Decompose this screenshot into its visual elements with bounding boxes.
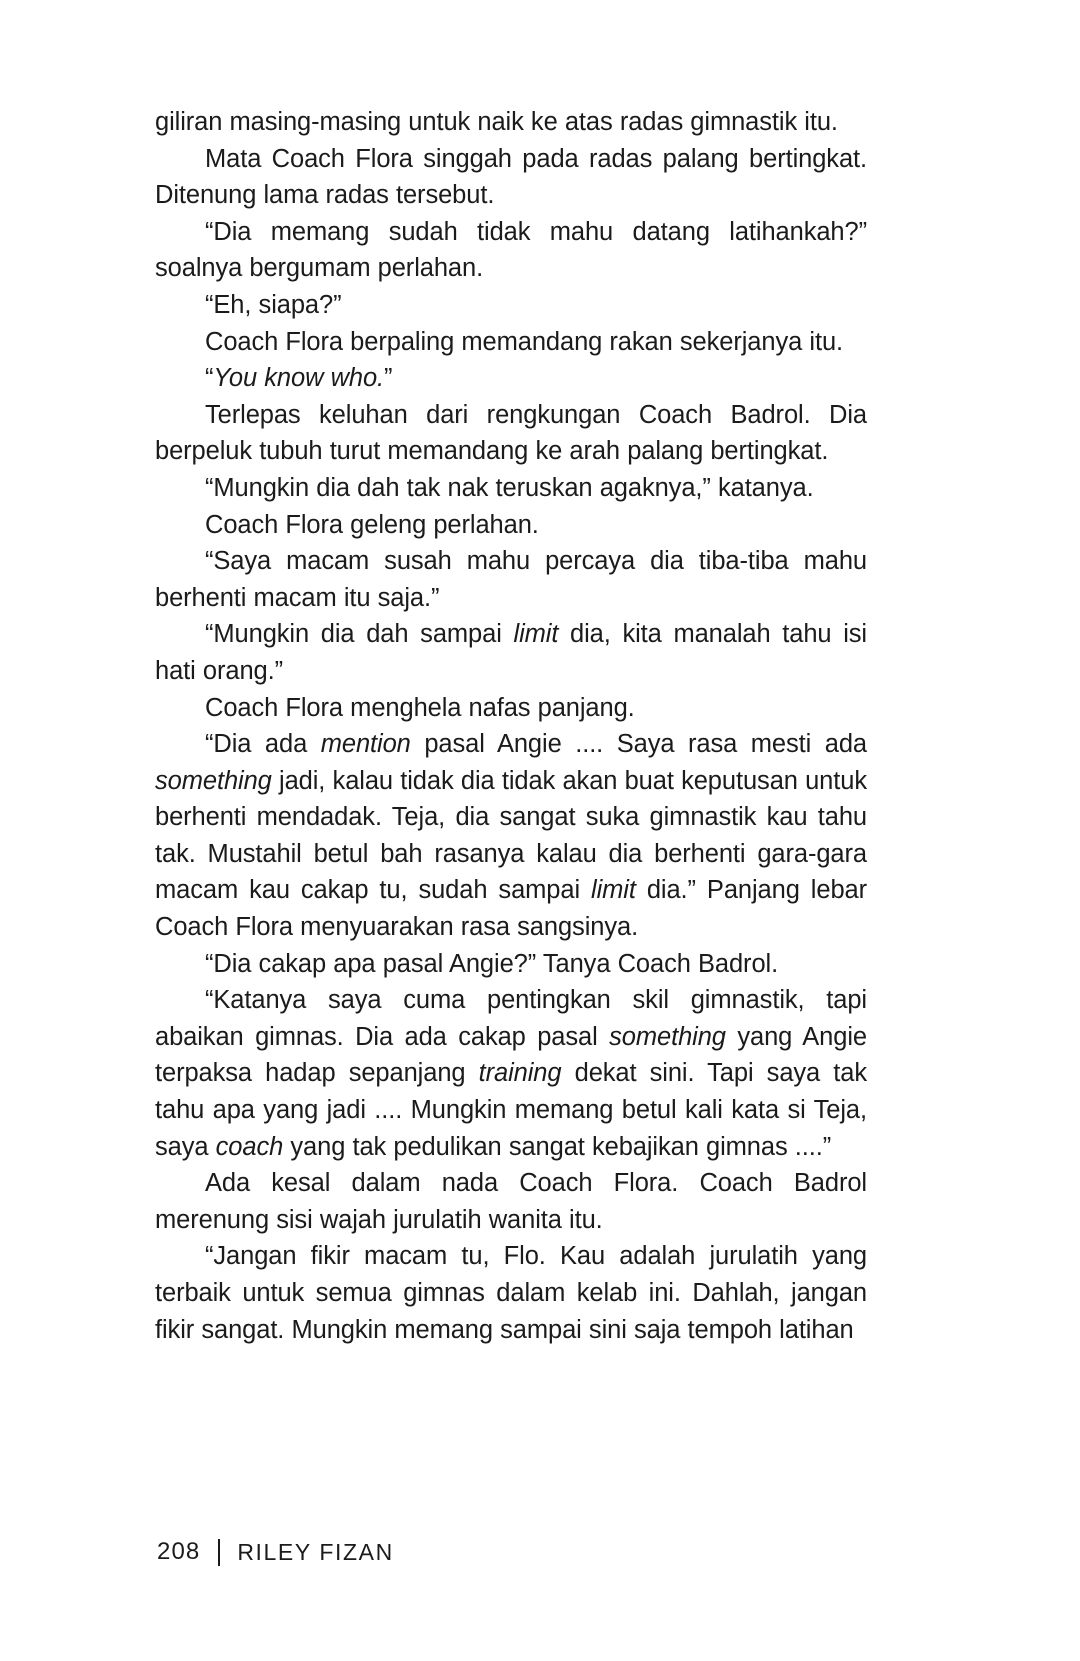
paragraph — [155, 324, 867, 361]
text-run: Mata Coach Flora singgah pada radas palang bertingkat. Ditenung lama radas tersebut. — [155, 144, 867, 210]
text-run: “Dia memang sudah tidak mahu datang latihankah?” soalnya bergumam perlahan. — [155, 217, 867, 283]
paragraph — [155, 543, 867, 616]
italic-text-run: something — [155, 766, 272, 795]
text-run: “Katanya saya cuma pentingkan skil gimnastik, tapi abaikan gimnas. Dia ada cakap pasal — [155, 986, 867, 1051]
paragraph — [155, 726, 867, 946]
text-run: dia.” Panjang lebar Coach Flora menyuarakan rasa sangsinya. — [155, 876, 867, 942]
italic-text-run: coach — [215, 1132, 284, 1161]
italic-text-run: mention — [320, 730, 411, 759]
text-run: yang Angie terpaksa hadap sepanjang — [155, 1022, 867, 1088]
paragraph — [155, 690, 867, 727]
text-run: “Mungkin dia dah tak nak teruskan agaknya,” katanya. — [205, 473, 814, 502]
body-text-column — [155, 104, 867, 1348]
text-run: yang tak pedulikan sangat kebajikan gimnas ....” — [283, 1132, 832, 1161]
paragraph — [155, 1165, 867, 1238]
italic-text-run: You know who. — [213, 364, 385, 393]
paragraph — [155, 287, 867, 324]
text-run: “Mungkin dia dah sampai — [205, 620, 514, 649]
text-run: Coach Flora geleng perlahan. — [205, 510, 539, 539]
paragraph — [155, 946, 867, 983]
text-run: “Saya macam susah mahu percaya dia tiba-tiba mahu berhenti macam itu saja.” — [155, 547, 867, 612]
text-run: ” — [384, 364, 393, 393]
paragraph — [155, 470, 867, 507]
text-run: “Dia cakap apa pasal Angie?” Tanya Coach Badrol. — [205, 949, 779, 978]
paragraph — [155, 1238, 867, 1348]
text-run: pasal Angie .... Saya rasa mesti ada — [410, 730, 867, 759]
paragraph — [155, 616, 867, 689]
text-run: “ — [205, 364, 214, 393]
paragraph — [155, 507, 867, 544]
text-run: dekat sini. Tapi saya tak tahu apa yang jadi .... Mungkin memang betul kali kata si Teja, saya — [155, 1059, 867, 1161]
text-run: Coach Flora berpaling memandang rakan sekerjanya itu. — [205, 327, 844, 356]
italic-text-run: limit — [513, 620, 559, 649]
text-run: “Jangan fikir macam tu, Flo. Kau adalah jurulatih yang terbaik untuk semua gimnas dalam kelab ini. Dahlah, jangan fikir sangat. Mungkin memang sampai sini saja tempoh latihan — [155, 1242, 867, 1344]
paragraph — [155, 982, 867, 1165]
text-run: giliran masing-masing untuk naik ke atas radas gimnastik itu. — [155, 108, 838, 136]
page-footer — [157, 1538, 394, 1566]
text-run: Coach Flora menghela nafas panjang. — [205, 693, 635, 722]
text-run: Terlepas keluhan dari rengkungan Coach Badrol. Dia berpeluk tubuh turut memandang ke arah palang bertingkat. — [155, 400, 867, 466]
author-name: RILEY FIZAN — [237, 1538, 394, 1565]
paragraph — [155, 104, 867, 141]
text-run: dia, kita manalah tahu isi hati orang.” — [155, 620, 867, 685]
footer-divider-icon — [218, 1539, 220, 1566]
page-number: 208 — [157, 1538, 201, 1565]
text-run: “Dia ada — [205, 730, 321, 759]
text-run: “Eh, siapa?” — [205, 290, 342, 319]
italic-text-run: limit — [591, 876, 636, 905]
italic-text-run: training — [478, 1059, 562, 1088]
text-run: Ada kesal dalam nada Coach Flora. Coach Badrol merenung sisi wajah jurulatih wanita itu. — [155, 1169, 867, 1234]
text-run: jadi, kalau tidak dia tidak akan buat keputusan untuk berhenti mendadak. Teja, dia sangat suka gimnastik kau tahu tak. Mustahil betul bah rasanya kalau dia berhenti gara-gara macam kau cakap tu, sudah sampai — [155, 766, 867, 905]
paragraph — [155, 141, 867, 214]
paragraph — [155, 214, 867, 287]
paragraph — [155, 397, 867, 470]
paragraph — [155, 360, 867, 397]
italic-text-run: something — [609, 1022, 726, 1051]
